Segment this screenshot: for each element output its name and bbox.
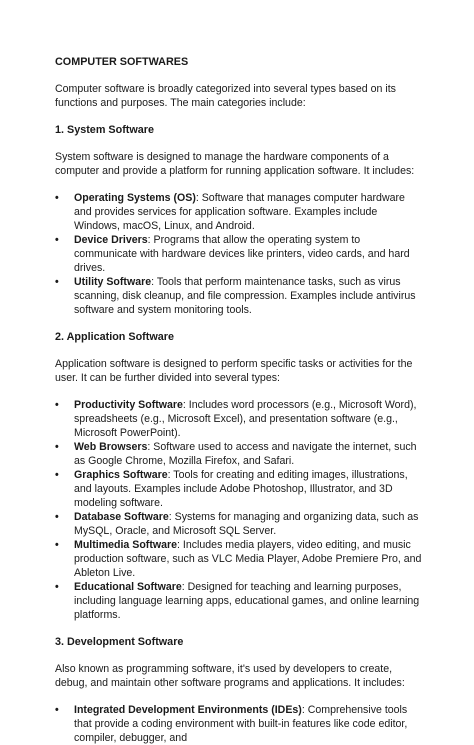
list-item-term: Web Browsers [74,441,148,453]
list-item-term: Integrated Development Environments (IDEs) [74,704,302,716]
document-title: COMPUTER SOFTWARES [55,56,189,68]
section-description: Application software is designed to perform specific tasks or activities for the user. It can be further divided into several types: [55,358,413,384]
section-heading-application-software: 2. Application Software [55,331,174,343]
list-item [55,191,424,233]
list-item-text: : Designed for teaching and learning purposes, including language learning apps, educational games, and online learning platforms. [74,581,420,621]
list-item-text: : Tools that perform maintenance tasks, such as virus scanning, disk cleanup, and file compression. Examples include antivirus software and system monitoring tools. [74,276,416,316]
list-item-term: Productivity Software [74,399,183,411]
bullet-list [55,703,424,745]
section-heading-development-software: 3. Development Software [55,636,184,648]
list-item-term: Device Drivers [74,234,148,246]
list-item [55,398,424,440]
list-item-text: : Includes media players, video editing, and music production software, such as VLC Media Player, Adobe Premiere Pro, and Ableton Live. [74,539,422,579]
list-item-term: Multimedia Software [74,539,178,551]
bullet-list [55,191,424,317]
list-item-text: : Systems for managing and organizing data, such as MySQL, Oracle, and Microsoft SQL Server. [74,511,419,537]
list-item [55,233,424,275]
section-description: Also known as programming software, it's used by developers to create, debug, and maintain other software programs and applications. It includes: [55,663,405,689]
list-item [55,510,424,538]
list-item [55,703,424,745]
list-item [55,580,424,622]
list-item-text: : Software that manages computer hardware and provides services for application software. Examples include Windows, macOS, Linux, and Android. [74,192,405,232]
section-heading-system-software: 1. System Software [55,124,155,136]
section-description: System software is designed to manage the hardware components of a computer and provide a platform for running application software. It includes: [55,151,415,177]
list-item-term: Database Software [74,511,169,523]
list-item-term: Educational Software [74,581,182,593]
list-item-text: : Includes word processors (e.g., Microsoft Word), spreadsheets (e.g., Microsoft Excel), and presentation software (e.g., Microsoft PowerPoint). [74,399,417,439]
list-item [55,538,424,580]
list-item-text: : Software used to access and navigate the internet, such as Google Chrome, Mozilla Firefox, and Safari. [74,441,417,467]
list-item-term: Graphics Software [74,469,168,481]
list-item-text: : Comprehensive tools that provide a coding environment with built-in features like code editor, compiler, debugger, and [74,704,408,744]
list-item [55,468,424,510]
list-item [55,275,424,317]
list-item-text: : Tools for creating and editing images, illustrations, and layouts. Examples include Adobe Photoshop, Illustrator, and 3D modeling software. [74,469,408,509]
bullet-list [55,398,424,622]
list-item-term: Utility Software [74,276,152,288]
intro-paragraph: Computer software is broadly categorized into several types based on its functions and purposes. The main categories include: [55,83,396,109]
list-item-text: : Programs that allow the operating system to communicate with hardware devices like printers, video cards, and hard drives. [74,234,410,274]
list-item [55,440,424,468]
list-item-term: Operating Systems (OS) [74,192,196,204]
